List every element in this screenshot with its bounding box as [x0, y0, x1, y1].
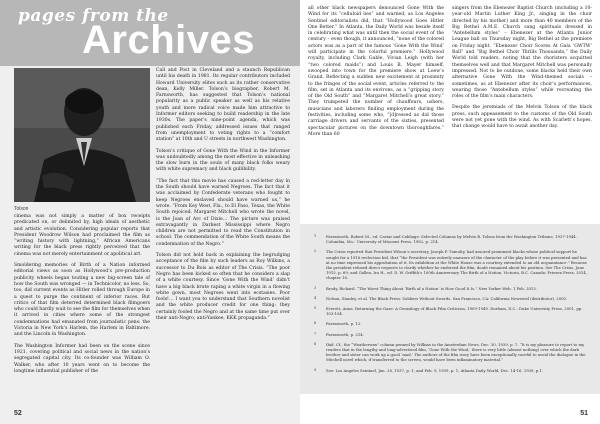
banner-title: Archives [82, 18, 255, 62]
paragraph: Tolson’s critique of Gone With the Wind in the Informer was undoubtedly among the most effective in unleashing the slow burn in the souls of many black folks weary with white supremacy and black gullibility. [156, 148, 290, 173]
paragraph: Call and Post in Cleveland and a staunch Republican until his death in 1981. Its regular contributors included Howard University elites such as its rather conservative dean, Kelly Miller. Tolson’s biographer, Robert M. Farnsworth, has suggested that Tolson’s national popularity as a public speaker as well as his relative youth and more radical voice made him attractive to Informer editors seeking to build readership in the late 1930s. The paper’s nine-point agenda, which was published each Friday, addressed issues that ranged from unemployment to voting rights to a “comfort station” at 10th and U streets in northwest Washington. [156, 68, 290, 143]
paragraph: singers from the Ebenezer Baptist Church (including a 10-year-old Martin Luther King Jr., singing in the choir directed by his mother) and more than 40 members of the Big Bethel A.M.E. Church sang spirituals dressed in “Antebellum styles” – Ebenezer at the Atlanta Junior League ball on Thursday night, Big Bethel at the premiere on Friday night. “Ebenezer Choir Scores At Gala ‘GWTW’ Ball” and “Big Bethel Choir Thrills Thousands,” the Daily World told readers, noting that the choristers acquitted themselves well and that Margaret Mitchell was personally impressed. Not to be outdone, some blacks held their own alternative Gone With the Wind-themed socials – sometimes, as at Ebenezer after its choir’s performances, wearing those “Antebellum styles” while recreating the roles of the film’s main characters. [452, 6, 592, 100]
paragraph: all other black newspapers denounced Gone With the Wind for its “celluloid lies” and warned, as Los Angeles Sentinel editorialists did, that “Hollywood Goes Hitler One Better.” In Atlanta, the Daily World was beside itself in celebrating what was until then the social event of the century – even though, it announced, “none of the colored actors was as a part of the famous ‘Gone With the Wind’ will participate in the colorful premiere.” Hollywood royalty, including Clark Gable, Vivian Leigh (with her “two colored maids”) and Louis B. Mayer himself, swooped into town for the premiere show at Loew’s Grand. Reflecting a sudden new excitement at proximity to the fringes of the social event, articles referred to the film, set in Atlanta and its environs, as a “gripping story of the Old South” and “Margaret Mitchell’s great story.” They trumpeted the number of chauffeurs, ushers, musicians and laborers finding employment during the festivities, including some who, “[d]ressed as did those carriage drivers and servants of the sixties, presented spectacular pictures on the downtown thoroughfares.” More than 60 [308, 6, 444, 137]
paragraph: Smoldering memories of Birth of a Nation informed editorial views as soon as Hollywood’s pre-production publicity wheels began touting a new big-screen tale of how the South was wronged — in Technicolor, no less. So, too, did current events as Hitler rolled through Europe in a quest to purge the continent of inferior races. But critics of that film deterred determined black filmgoers who could hardly wait to see the film for themselves when it arrived in cities where some of the strongest condemnations had emanated from journalistic pens: the Victoria in New York’s Harlem, the Harlem in Baltimore, and the Lincoln in Washington. [14, 263, 150, 338]
endnote-text: Nelson, Stanley, et al. The Black Press: Soldiers Without Swords. San Francisco, CA: California Newsreel (distributor), 2000. [326, 295, 568, 301]
page-number-right: 51 [580, 410, 588, 417]
endnote-number: 1 [314, 234, 317, 238]
tolson-portrait [14, 68, 150, 202]
endnote [314, 306, 588, 316]
endnote-number: 7 [314, 331, 317, 336]
right-column-2 [452, 6, 592, 136]
endnote-text: Brody, Richard. “The Worst Thing About ‘Birth of a Nation’ is How Good It Is.” New Yorker Web. 1 Feb. 2013. [326, 285, 537, 291]
endnote-text: The Crisis reported that President Wilson’s secretary, Joseph P. Tumulty, had assured prominent blacks whose political support he sought for a 1916 reelection bid, that “the President was entirely unaware of the character of the play before it was presented and has at no time expressed his approbation of it. Its exhibition at the White House was a courtesy extended to an old acquaintance.” Because the president refused direct requests to clarify whether he endorsed the film, doubt remained about his position. See The Crisis, June 1915, p. 69; and Gallen, Ira H., ed. D. W. Griffith’s 100th Anniversary The Birth of a Nation. Victoria, B.C. Canada: Friesen Press, 2014, chapter 16. [326, 249, 587, 281]
endnote-text: Farnsworth, p. 12. [326, 321, 362, 327]
endnote-text: See: Los Angeles Sentinel, Jan. 28, 1937, p. 1; and Feb. 9, 1939, p. 1; Atlanta Daily World, Dec. 14-16, 1939, p.1. [326, 367, 544, 373]
paragraph: The Washington Informer had been on the scene since 1921, covering political and social news in the nation’s segregated capital city. Its co-founder was William O. Walker, who after 10 years went on to become the longtime influential publisher of the [14, 343, 150, 374]
photo-caption: Tolson [14, 206, 29, 212]
paragraph: cinema was not simply a matter of box receipts predicated on, or delimited by, high ideals of aesthetic and artistic evolution. Considering popular reports that President Woodrow Wilson had proclaimed the film as “writing history with lightning,” African Americans writing for the black press rightly perceived that the cinema was not merely entertainment or apolitical art. [14, 214, 150, 257]
endnote [314, 332, 588, 337]
endnote-text: Farnsworth, Robert M., ed. Caviar and Cabbage: Selected Columns by Melvin B. Tolson from the Washington Tribune, 1937-1944. Columbia, Mo.: University of Missouri Press, 1982, p. 214. [326, 234, 577, 245]
paragraph: Despite the jeremiads of the Melvin Tolson of the black press, such appeasement to the customs of the Old South were not yet gone with the wind. As with Scarlett’s hopes, that change would have to await another day. [452, 105, 592, 130]
endnotes-list [314, 234, 588, 378]
endnote [314, 296, 588, 301]
left-column-2 [156, 68, 290, 327]
endnote-number: 5 [314, 306, 317, 311]
endnotes-box [300, 224, 600, 394]
right-column-1 [308, 6, 444, 143]
endnote-number: 6 [314, 321, 317, 326]
endnote [314, 321, 588, 326]
endnote-number: 3 [314, 285, 317, 290]
endnote [314, 249, 588, 280]
page-number-left: 52 [14, 410, 22, 417]
endnote-number: 8 [314, 341, 317, 346]
banner-subtitle: pages from the [18, 6, 169, 26]
paragraph: Tolson did not hold back in explaining the begrudging acceptance of the film by such leaders as Roy Wilkins, a successor to Du Bois as editor of The Crisis. “The poor Negro has been kicked so often that he considers a slap of a white courtesy. Since ‘Gone With the Wind’ didn’t have a big black brute raping a white virgin in a flowing white gown, most Negroes went into ecstasies. Poor fools!… I want you to understand that Southern novelist and the white producer credit for one thing: they certainly fooled the Negro and at the same time put over their anti-Negro, anti-Yankee, KKK propaganda.” [156, 253, 290, 321]
endnote-text: Farnsworth, p. 214. [326, 331, 364, 337]
left-column-1 [14, 214, 150, 380]
endnote-text: Everett, Anna. Returning the Gaze: A Genealogy of Black Film Criticism, 1909-1949. Durham, N.C.: Duke University Press, 2001, pp. 103-104. [326, 306, 583, 317]
endnote-number: 4 [314, 295, 317, 300]
archives-banner [0, 0, 300, 66]
endnote-text: Ibid. Cf., the “Weatherwax” column penned by Wilkins in the Amsterdam News, Dec. 30, 1939, p. 7. “It is my pleasure to report to my readers that in the lengthy and long-advertised film, ‘Gone With the Wind,’ there is very little (almost nothing) over which the dark brother and sister can work up a good ‘mad.’ The authors of the film story have been exceptionally careful to avoid the dialogue in the Mitchell novel which, if transferred to the screen, would have been inflammatory material.” [326, 341, 586, 363]
endnote [314, 286, 588, 291]
endnote [314, 368, 588, 373]
paragraph: “The fact that this movie has caused a red-letter day in the South should have warned Negroes. The fact that it was acclaimed by Confederate veterans who fought to keep Negroes enslaved should have warned us,” he wrote. “From Key West, Fla., to El Paso, Texas, the White South rejoiced. Margaret Mitchell who wrote the novel, is the Joan of Arc of Dixie… The picture was praised extravagantly in Darkest Mississippi where Negro children are not permitted to read the Constitution in school. The commendation of the White South means the condemnation of the Negro.” [156, 178, 290, 247]
endnote [314, 342, 588, 363]
endnote [314, 234, 588, 244]
endnote-number: 2 [314, 249, 317, 254]
endnote-number: 9 [314, 367, 317, 372]
